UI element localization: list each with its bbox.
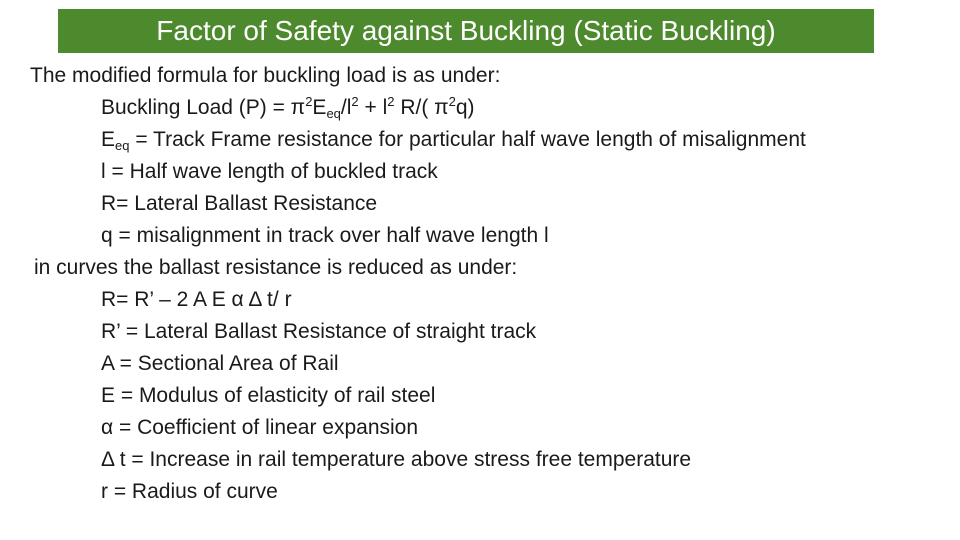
- formula-part: q): [455, 96, 475, 119]
- formula-part: /l: [340, 96, 352, 119]
- definition-eq: [0, 124, 960, 156]
- buckling-load-formula: [0, 92, 960, 124]
- formula-intro: The modified formula for buckling load is as under:: [30, 64, 501, 87]
- formula-part: + l: [358, 96, 388, 119]
- curve-resistance-formula: R= R’ – 2 A E α Δ t/ r: [101, 288, 292, 311]
- definition-line: l = Half wave length of buckled track: [101, 160, 438, 183]
- definition-line: R= Lateral Ballast Resistance: [101, 192, 378, 215]
- formula-part: Buckling Load (P) = π: [101, 96, 306, 119]
- slide-body: [0, 60, 960, 508]
- definition-line: α = Coefficient of linear expansion: [101, 416, 419, 439]
- formula-superscript: 2: [448, 94, 456, 109]
- definition-line: E = Modulus of elasticity of rail steel: [101, 384, 436, 407]
- definition-line: Δ t = Increase in rail temperature above stress free temperature: [101, 448, 692, 471]
- formula-superscript: 2: [305, 94, 313, 109]
- formula-superscript: 2: [351, 94, 359, 109]
- slide-title: Factor of Safety against Buckling (Static Buckling): [156, 15, 776, 46]
- definition-line: q = misalignment in track over half wave length l: [101, 224, 549, 247]
- formula-superscript: 2: [387, 94, 395, 109]
- eq-symbol: E: [101, 128, 116, 151]
- formula-subscript: eq: [326, 106, 341, 121]
- title-bar: [58, 9, 874, 53]
- eq-subscript: eq: [115, 138, 130, 153]
- formula-part: E: [312, 96, 327, 119]
- formula-part: R/( π: [394, 96, 449, 119]
- definition-line: r = Radius of curve: [101, 480, 278, 503]
- eq-text: = Track Frame resistance for particular half wave length of misalignment: [129, 128, 806, 151]
- definition-line: R’ = Lateral Ballast Resistance of straight track: [101, 320, 537, 343]
- definition-line: A = Sectional Area of Rail: [101, 352, 339, 375]
- curves-intro: in curves the ballast resistance is reduced as under:: [34, 256, 518, 279]
